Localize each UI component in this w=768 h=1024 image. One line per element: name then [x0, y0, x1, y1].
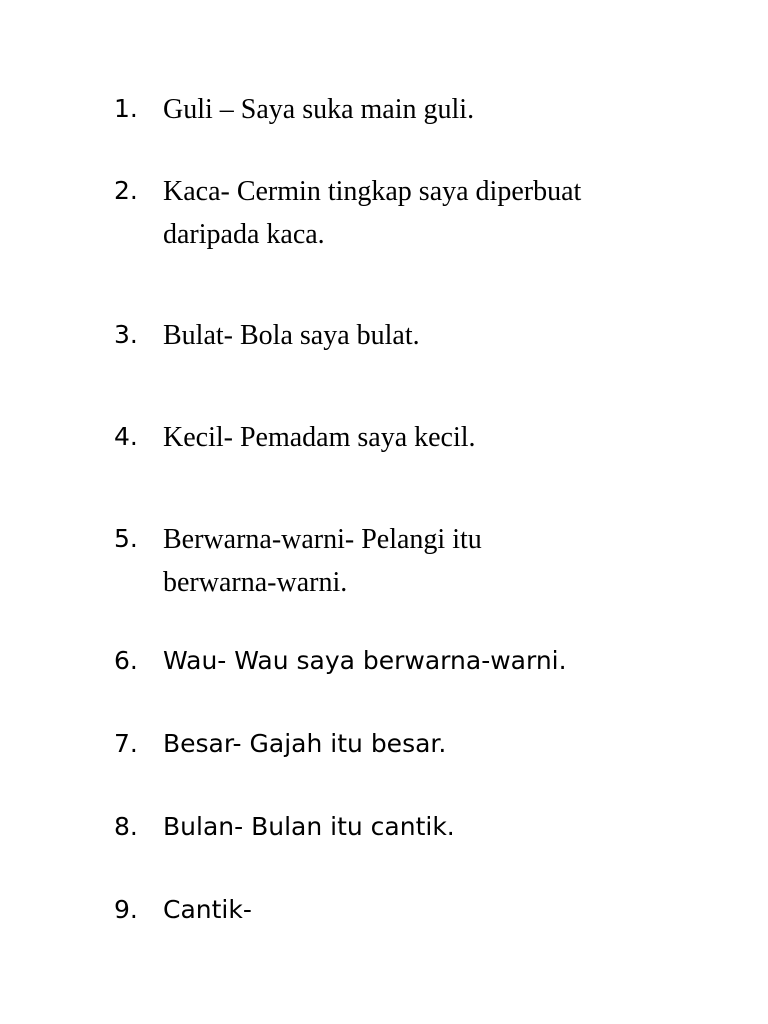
item-number: 6. [114, 646, 138, 675]
item-number: 7. [114, 729, 138, 758]
item-text: Bulat- Bola saya bulat. [163, 320, 420, 351]
item-number: 8. [114, 812, 138, 841]
item-text: Berwarna-warni- Pelangi itu berwarna-warni. [163, 524, 482, 598]
item-text: Kaca- Cermin tingkap saya diperbuat daripada kaca. [163, 176, 582, 250]
item-number: 1. [114, 94, 138, 123]
item-text: Wau- Wau saya berwarna-warni. [163, 646, 567, 675]
item-text: Kecil- Pemadam saya kecil. [163, 422, 476, 453]
item-text: Guli – Saya suka main guli. [163, 94, 475, 125]
item-number: 5. [114, 524, 138, 553]
item-number: 9. [114, 895, 138, 924]
item-text: Cantik- [163, 895, 252, 924]
item-number: 2. [114, 176, 138, 205]
item-number: 4. [114, 422, 138, 451]
item-text: Besar- Gajah itu besar. [163, 729, 447, 758]
item-text: Bulan- Bulan itu cantik. [163, 812, 455, 841]
item-number: 3. [114, 320, 138, 349]
